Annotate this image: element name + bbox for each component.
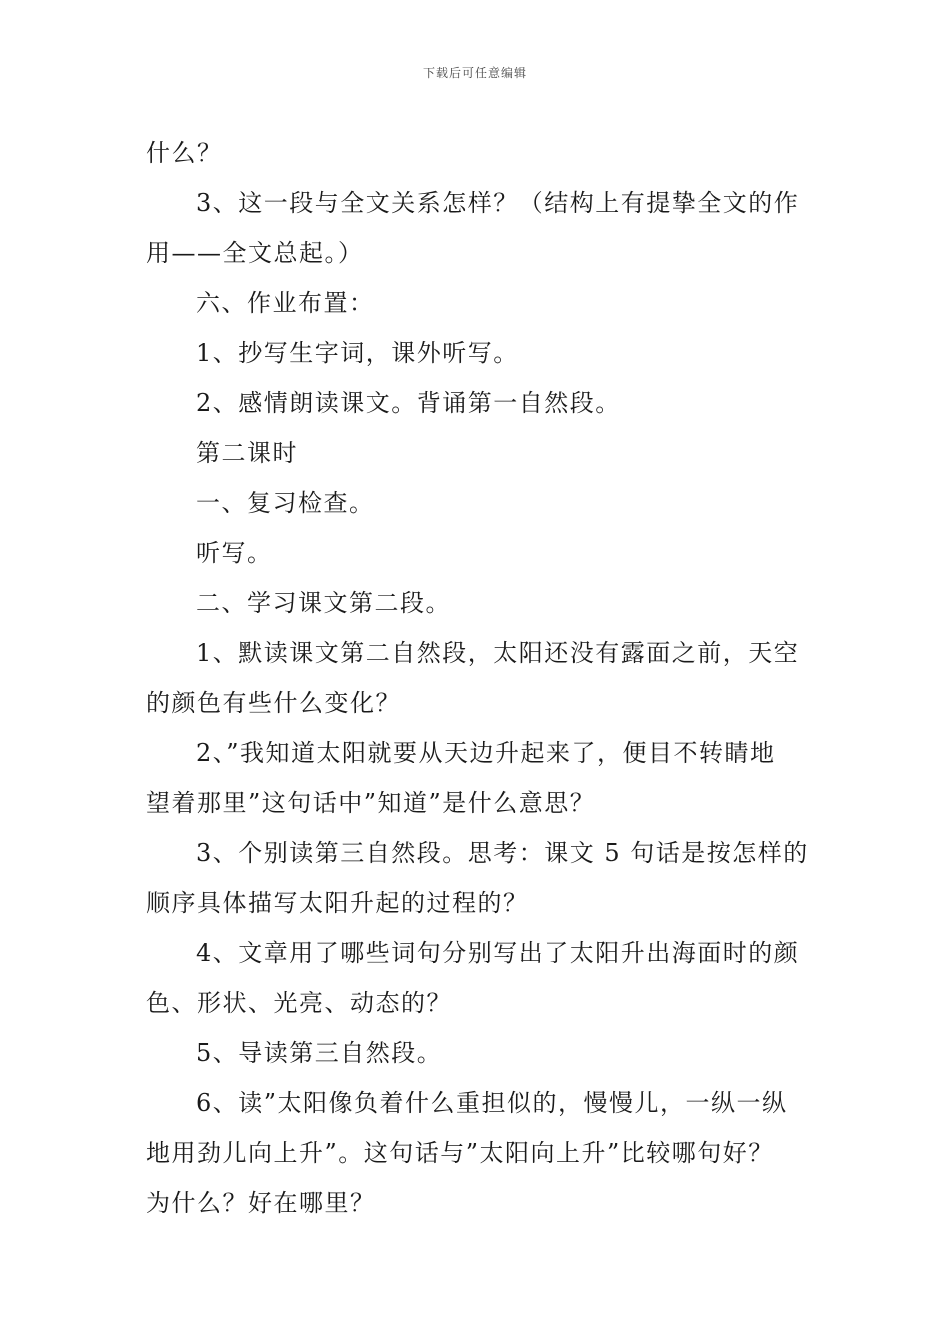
text-line: 望着那里”这句话中”知道”是什么意思？ bbox=[146, 789, 596, 817]
text-line: 2、”我知道太阳就要从天边升起来了，便目不转睛地 bbox=[196, 739, 776, 767]
text-line: 6、读”太阳像负着什么重担似的，慢慢儿，一纵一纵 bbox=[196, 1089, 788, 1117]
text-line: 5、导读第三自然段。 bbox=[196, 1039, 443, 1067]
document-body bbox=[146, 128, 826, 1228]
text-line: 1、抄写生字词，课外听写。 bbox=[196, 339, 519, 367]
page-header: 下载后可任意编辑 bbox=[422, 66, 527, 80]
lesson-heading: 第二课时 bbox=[196, 439, 298, 467]
text-line: 的颜色有些什么变化？ bbox=[146, 689, 401, 717]
section-heading: 一、复习检查。 bbox=[196, 489, 375, 517]
text-line: 3、个别读第三自然段。思考：课文 5 句话是按怎样的 bbox=[196, 839, 809, 867]
text-line: 用——全文总起。） bbox=[146, 239, 364, 267]
text-line: 听写。 bbox=[196, 539, 273, 567]
text-line: 色、形状、光亮、动态的？ bbox=[146, 989, 452, 1017]
text-line: 什么？ bbox=[146, 139, 223, 167]
section-heading: 六、作业布置： bbox=[196, 289, 375, 317]
text-line: 2、感情朗读课文。背诵第一自然段。 bbox=[196, 389, 621, 417]
section-heading: 二、学习课文第二段。 bbox=[196, 589, 451, 617]
text-line: 顺序具体描写太阳升起的过程的？ bbox=[146, 889, 529, 917]
text-line: 3、这一段与全文关系怎样？（结构上有提挚全文的作 bbox=[196, 189, 800, 217]
text-line: 地用劲儿向上升”。这句话与”太阳向上升”比较哪句好？ bbox=[146, 1139, 774, 1167]
text-line: 1、默读课文第二自然段，太阳还没有露面之前，天空 bbox=[196, 639, 800, 667]
text-line: 为什么？好在哪里？ bbox=[146, 1189, 376, 1217]
text-line: 4、文章用了哪些词句分别写出了太阳升出海面时的颜 bbox=[196, 939, 800, 967]
